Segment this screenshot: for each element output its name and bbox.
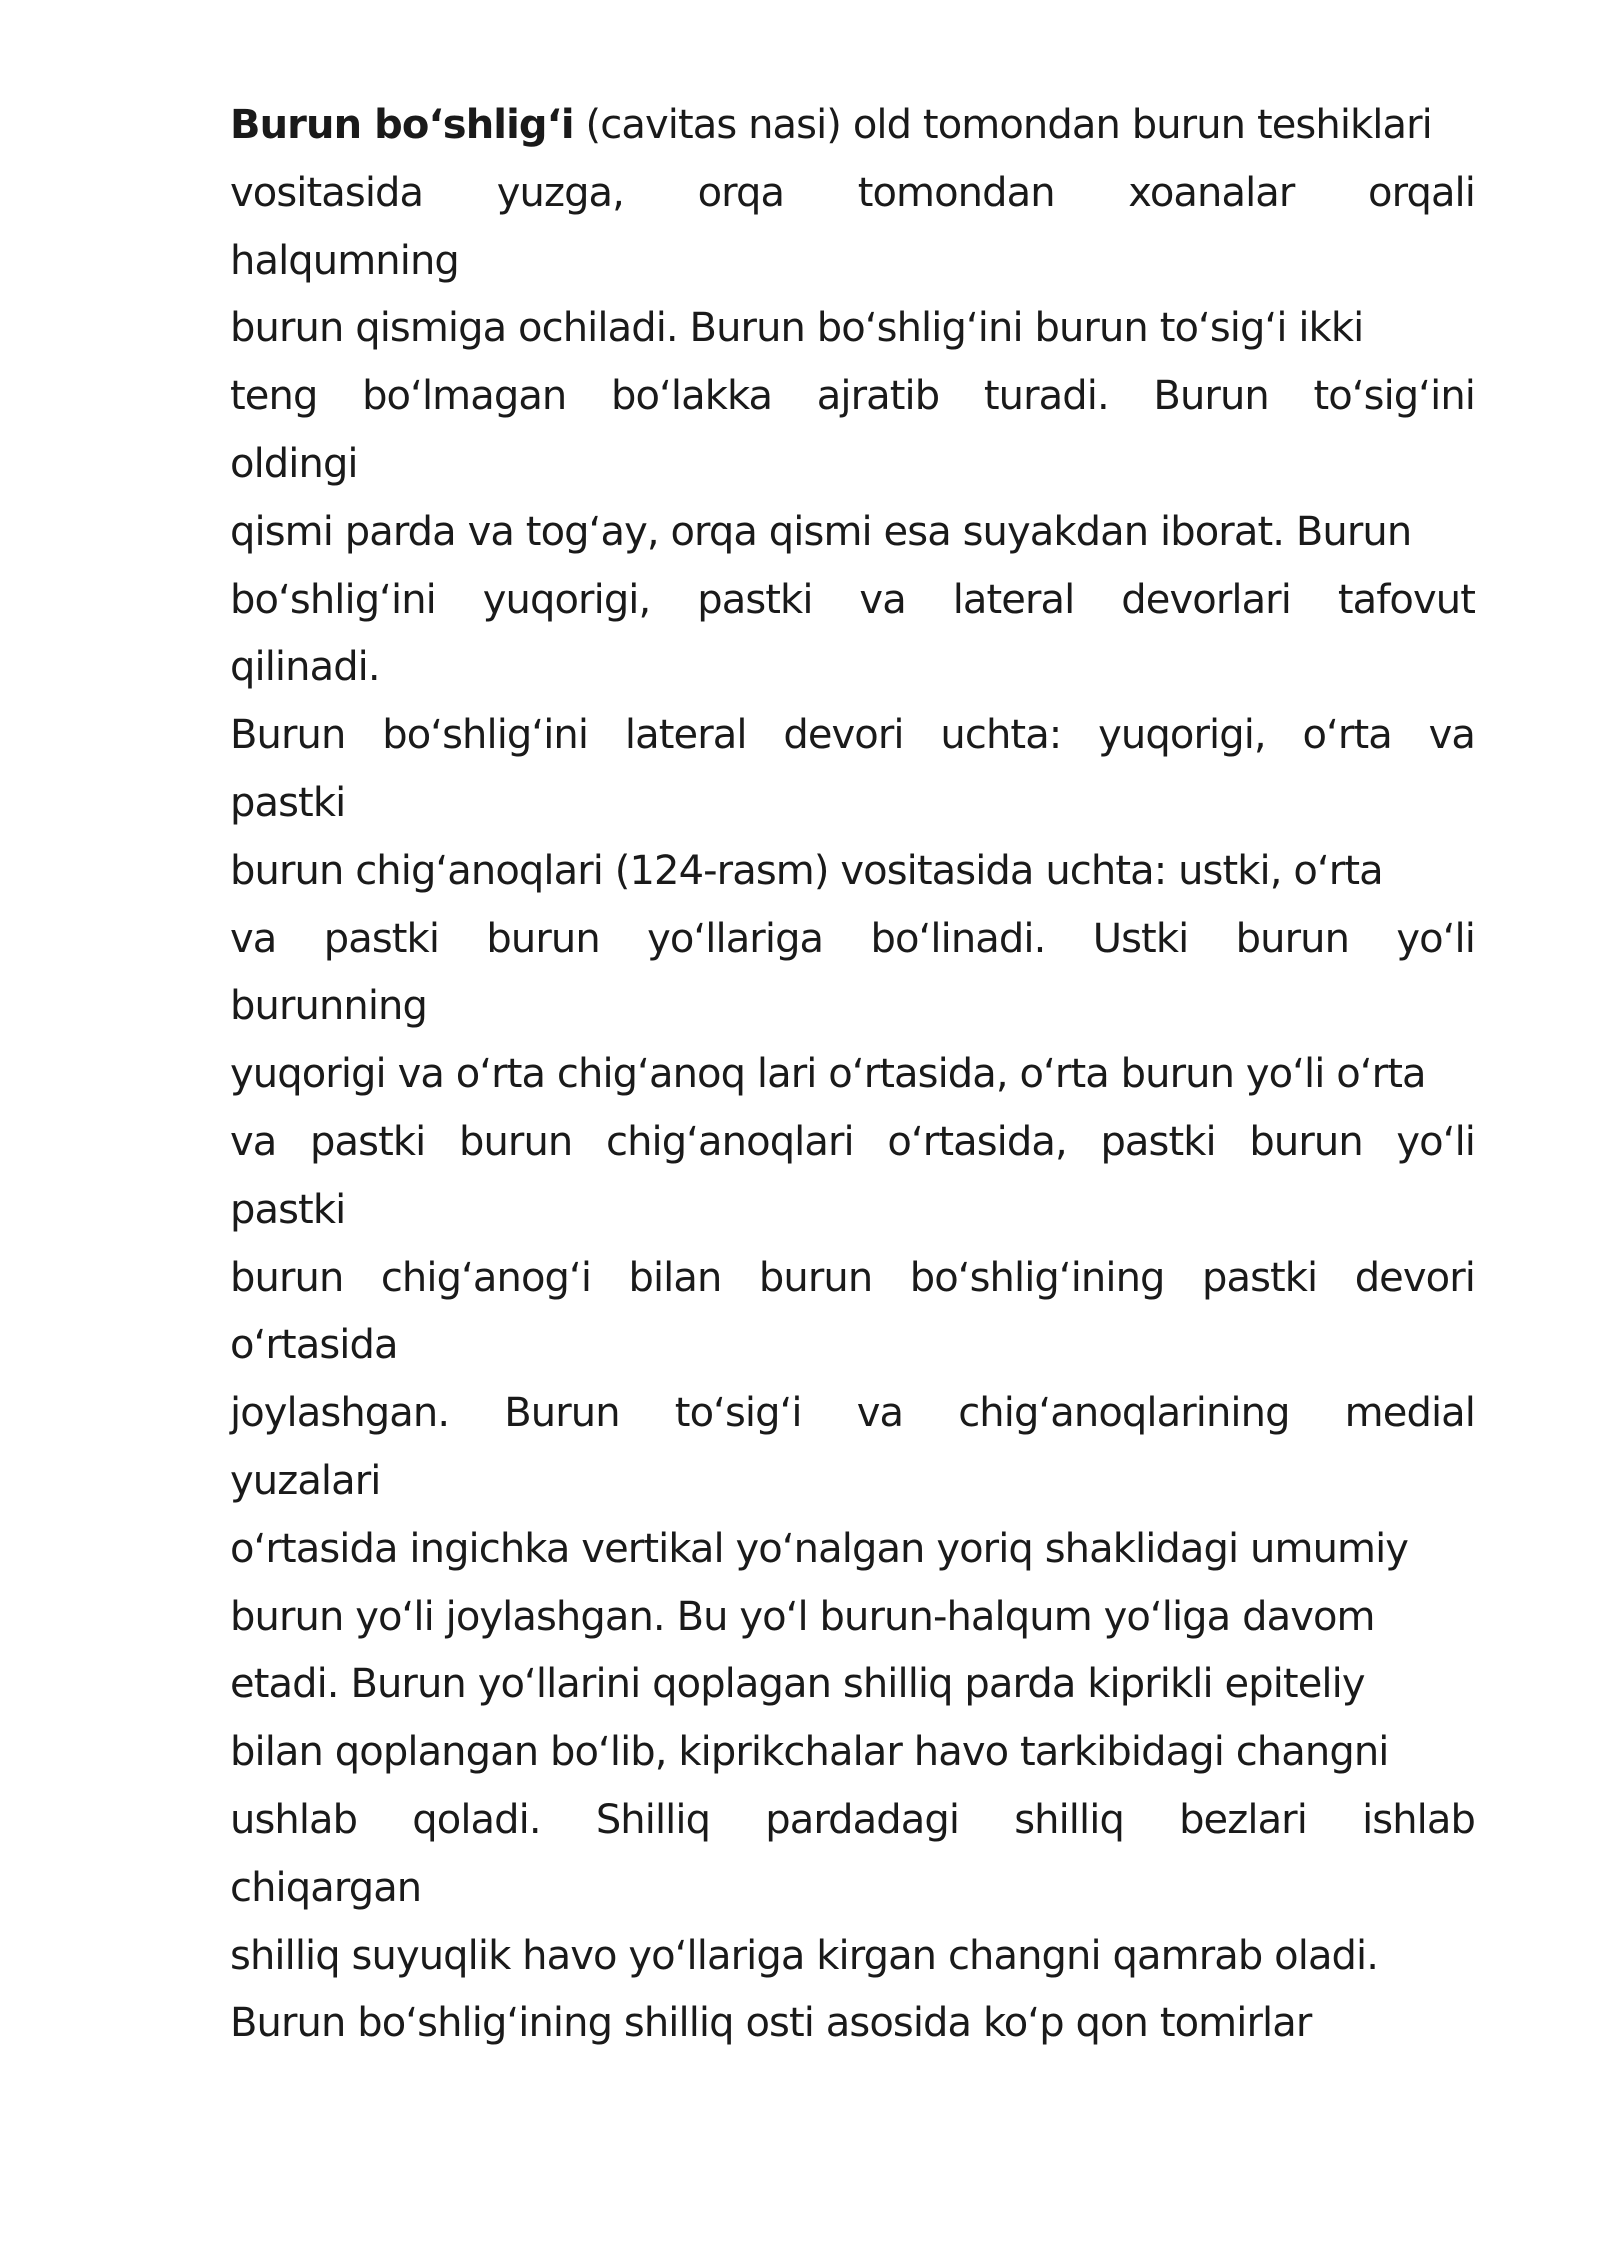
text-line	[230, 1990, 1475, 2058]
line-text: qismi parda va tog‘ay, orqa qismi esa suyakdan iborat. Burun	[230, 508, 1412, 555]
line-text: ushlab qoladi. Shilliq pardadagi shilliq bezlari ishlab	[230, 1796, 1475, 1843]
text-line	[230, 160, 1475, 228]
text-line	[230, 770, 1475, 838]
line-text: (cavitas nasi) old tomondan burun teshiklari	[573, 102, 1432, 148]
text-line	[230, 1245, 1475, 1313]
body-text	[230, 92, 1475, 2058]
line-text: pastki	[230, 1186, 346, 1233]
text-line	[230, 1719, 1475, 1787]
line-text: joylashgan. Burun to‘sig‘i va chig‘anoqlarining medial	[230, 1390, 1475, 1437]
line-text: shilliq suyuqlik havo yo‘llariga kirgan changni qamrab oladi.	[230, 1932, 1379, 1979]
line-text: vositasida yuzga, orqa tomondan xoanalar orqali	[230, 169, 1475, 216]
text-line	[230, 363, 1475, 431]
text-line	[230, 1787, 1475, 1855]
line-text: burun yo‘li joylashgan. Bu yo‘l burun-halqum yo‘liga davom	[230, 1593, 1375, 1640]
line-text: burunning	[230, 983, 427, 1030]
line-text: etadi. Burun yo‘llarini qoplagan shilliq parda kiprikli epiteliy	[230, 1661, 1365, 1708]
text-line	[230, 1516, 1475, 1584]
line-text: o‘rtasida ingichka vertikal yo‘nalgan yoriq shaklidagi umumiy	[230, 1525, 1409, 1572]
text-line	[230, 1380, 1475, 1448]
text-line	[230, 295, 1475, 363]
line-text: teng bo‘lmagan bo‘lakka ajratib turadi. Burun to‘sig‘ini	[230, 373, 1475, 420]
line-text: burun chig‘anoqlari (124-rasm) vositasida uchta: ustki, o‘rta	[230, 847, 1383, 894]
text-line	[230, 838, 1475, 906]
text-line	[230, 1855, 1475, 1923]
line-text: burun qismiga ochiladi. Burun bo‘shlig‘ini burun to‘sig‘i ikki	[230, 305, 1364, 352]
line-text: bo‘shlig‘ini yuqorigi, pastki va lateral devorlari tafovut	[230, 576, 1475, 623]
text-line	[230, 1923, 1475, 1991]
line-text: va pastki burun chig‘anoqlari o‘rtasida, pastki burun yo‘li	[230, 1118, 1475, 1165]
line-text: pastki	[230, 779, 346, 826]
line-text: va pastki burun yo‘llariga bo‘linadi. Ustki burun yo‘li	[230, 915, 1475, 962]
text-line	[230, 634, 1475, 702]
line-text: Burun bo‘shlig‘ining shilliq osti asosida ko‘p qon tomirlar	[230, 2000, 1312, 2047]
text-line	[230, 431, 1475, 499]
text-line	[230, 1312, 1475, 1380]
line-text: oldingi	[230, 440, 358, 487]
heading-term: Burun bo‘shlig‘i	[230, 102, 574, 148]
text-line	[230, 1651, 1475, 1719]
text-line	[230, 1448, 1475, 1516]
line-text: qilinadi.	[230, 644, 380, 691]
text-line	[230, 228, 1475, 296]
text-line	[230, 906, 1475, 974]
text-line	[230, 1584, 1475, 1652]
line-text: chiqargan	[230, 1864, 422, 1911]
line-text: yuqorigi va o‘rta chig‘anoq lari o‘rtasida, o‘rta burun yo‘li o‘rta	[230, 1051, 1426, 1098]
text-line	[230, 702, 1475, 770]
line-text: halqumning	[230, 237, 459, 284]
line-text: yuzalari	[230, 1457, 381, 1504]
text-line	[230, 499, 1475, 567]
line-text: o‘rtasida	[230, 1322, 398, 1369]
line-text: Burun bo‘shlig‘ini lateral devori uchta: yuqorigi, o‘rta va	[230, 712, 1475, 759]
text-line	[230, 1177, 1475, 1245]
line-text: bilan qoplangan bo‘lib, kiprikchalar havo tarkibidagi changni	[230, 1729, 1389, 1776]
text-line	[230, 92, 1475, 160]
text-line	[230, 567, 1475, 635]
text-line	[230, 973, 1475, 1041]
text-line	[230, 1109, 1475, 1177]
line-text: burun chig‘anog‘i bilan burun bo‘shlig‘ining pastki devori	[230, 1254, 1475, 1301]
text-line	[230, 1041, 1475, 1109]
